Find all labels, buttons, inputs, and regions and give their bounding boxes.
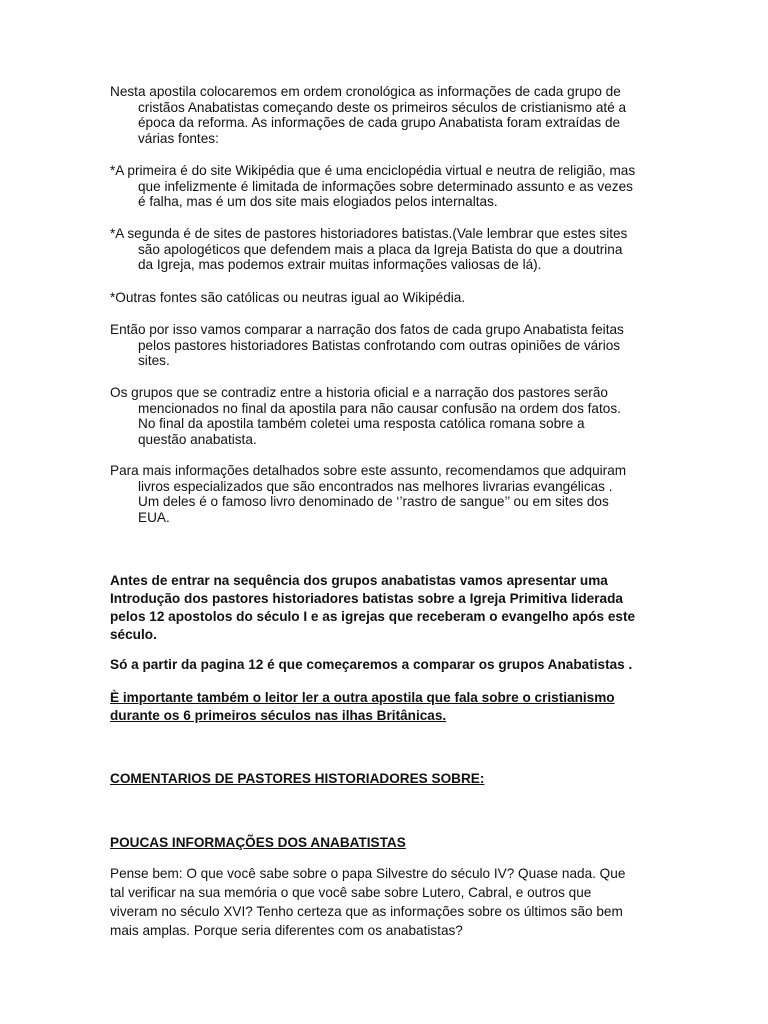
- source-wikipedia-paragraph: *A primeira é do site Wikipédia que é uma enciclopédia virtual e neutra de religião, mas que infelizmente é limitada de informações sobre determinado assunto e as vezes é falha, mas é um dos site mais elogiados pelos internaltas.: [110, 163, 636, 210]
- closing-paragraph: Pense bem: O que você sabe sobre o papa Silvestre do século IV? Quase nada. Que tal verificar na sua memória o que você sabe sobre Lutero, Cabral, e outros que viveram no século XVI? Tenho certeza que as informações sobre os últimos são bem mais amplas. Porque seria diferentes com os anabatistas?: [110, 866, 626, 938]
- bold-intro-paragraph: Antes de entrar na sequência dos grupos anabatistas vamos apresentar uma Introdução dos pastores historiadores batistas sobre a Igreja Primitiva liderada pelos 12 apostolos do século I e as igrejas que receberam o evangelho após este século.: [110, 573, 636, 642]
- contradictions-paragraph: Os grupos que se contradiz entre a historia oficial e a narração dos pastores serão mencionados no final da apostila para não causar confusão na ordem dos fatos. No final da apostila também coletei uma resposta católica romana sobre a questão anabatista.: [110, 385, 621, 448]
- source-baptist-paragraph: *A segunda é de sites de pastores historiadores batistas.(Vale lembrar que estes sites são apologéticos que defendem mais a placa da Igreja Batista do que a doutrina da Igreja, mas podemos extrair muitas informações valiosas de lá).: [110, 226, 628, 273]
- heading-poucas-informacoes: POUCAS INFORMAÇÕES DOS ANABATISTAS: [110, 835, 406, 850]
- source-other-paragraph: *Outras fontes são católicas ou neutras igual ao Wikipédia.: [110, 290, 466, 305]
- intro-paragraph: Nesta apostila colocaremos em ordem cronológica as informações de cada grupo de cristãos Anabatistas começando deste os primeiros séculos de cristianismo até a época da reforma. As informações de cada grupo Anabatista foram extraídas de várias fontes:: [110, 84, 627, 147]
- heading-comentarios: COMENTARIOS DE PASTORES HISTORIADORES SOBRE:: [110, 771, 485, 786]
- more-info-paragraph: Para mais informações detalhados sobre este assunto, recomendamos que adquiram livros especializados que são encontrados nas melhores livrarias evangélicas . Um deles é o famoso livro denominado de ‘’rastro de sangue’’ ou em sites dos EUA.: [110, 463, 627, 526]
- page-note-paragraph: Só a partir da pagina 12 é que começaremos a comparar os grupos Anabatistas .: [110, 657, 633, 672]
- comparison-paragraph: Então por isso vamos comparar a narração dos fatos de cada grupo Anabatista feitas pelos pastores historiadores Batistas confrotando com outras opiniões de vários sites.: [110, 322, 624, 369]
- important-note-paragraph: È importante também o leitor ler a outra apostila que fala sobre o cristianismo durante os 6 primeiros séculos nas ilhas Britânicas.: [110, 690, 615, 723]
